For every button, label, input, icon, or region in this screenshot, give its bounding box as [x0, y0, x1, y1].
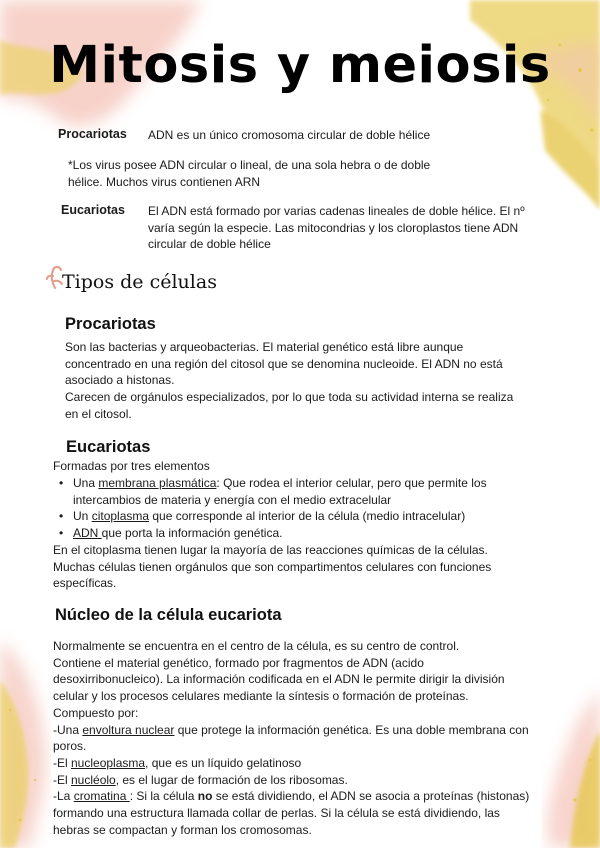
definition-line: varía según la especie. Las mitocondrias y los cloroplastos tiene ADN [148, 220, 519, 235]
component-continuation: poros. [53, 739, 87, 754]
heading-eucariotas: Eucariotas [66, 438, 151, 456]
item-term: citoplasma [91, 509, 150, 524]
heading-procariotas: Procariotas [65, 315, 156, 333]
paragraph-line: asociado a histonas. [65, 373, 175, 388]
component-prefix: -La [53, 789, 74, 804]
component-continuation: formando una estructura llamada collar de perlas. Si la célula se está dividiendo, las [53, 806, 500, 821]
eucariotas-list [53, 475, 573, 542]
section-title: Tipos de células [62, 271, 217, 293]
item-text: : Que rodea el interior celular, pero que permite los [216, 476, 487, 490]
item-text: que porta la información genética. [101, 526, 283, 541]
component-prefix: -El [53, 772, 71, 787]
list-item [53, 525, 573, 542]
virus-note [68, 157, 430, 190]
component-prefix: -El [53, 755, 71, 770]
paragraph-line: desoxirribonucleico). La información codificada en el ADN le permite dirigir la división [53, 672, 505, 687]
nucleo-paragraph [53, 638, 529, 838]
component-nucleoplasma [53, 755, 529, 772]
item-term: ADN [73, 526, 102, 541]
definition-line: circular de doble hélice [148, 237, 271, 251]
note-line: *Los virus posee ADN circular o lineal, de una sola hebra o de doble [68, 158, 431, 172]
paragraph-line: Normalmente se encuentra en el centro de la célula, es su centro de control. [53, 639, 460, 653]
definition-text-procariotas [148, 127, 430, 144]
paragraph-line: Contiene el material genético, formado por fragmentos de ADN (acido [53, 655, 424, 670]
paragraph-line: En el citoplasma tienen lugar la mayoría de las reacciones químicas de la células. [53, 543, 488, 557]
list-item [53, 475, 573, 508]
paragraph-line: Son las bacterias y arqueobacterias. El material genético está libre aunque [65, 340, 464, 354]
item-prefix: Una [73, 476, 99, 490]
eucariotas-after-paragraph [53, 542, 491, 592]
procariotas-paragraph [65, 339, 513, 423]
paragraph-line: Carecen de orgánulos especializados, por lo que toda su actividad interna se realiza [65, 390, 514, 405]
heading-nucleo: Núcleo de la célula eucariota [55, 606, 282, 624]
definition-term-eucariotas: Eucariotas [61, 203, 125, 217]
item-continuation: intercambios de materia y energía con el medio extracelular [73, 492, 392, 507]
eucariotas-intro: Formadas por tres elementos [53, 459, 210, 473]
page-title: Mitosis y meiosis [49, 36, 551, 95]
note-line: hélice. Muchos virus contienen ARN [68, 174, 261, 189]
definition-term-procariotas: Procariotas [58, 127, 127, 141]
component-text: : Si la célula [129, 789, 198, 804]
component-emphasis: no [197, 789, 213, 804]
paragraph-line: celular y los procesos celulares mediante la síntesis o formación de proteínas. [53, 689, 469, 704]
component-continuation: hebras se compactan y forman los cromosomas. [53, 822, 312, 837]
item-prefix: Un [73, 509, 92, 524]
list-item [53, 508, 573, 525]
component-text: se está dividiendo, el ADN se asocia a proteínas (histonas) [212, 789, 530, 804]
component-term: nucleoplasma [71, 755, 146, 770]
component-cromatina [53, 788, 529, 805]
paragraph-line: Compuesto por: [53, 705, 139, 720]
item-text: que corresponde al interior de la célula (medio intracelular) [149, 509, 466, 524]
paragraph-line: en el citosol. [65, 406, 132, 421]
component-term: nucléolo [71, 772, 116, 787]
component-text: , que es un líquido gelatinoso [145, 755, 302, 770]
paragraph-line: Muchas células tienen orgánulos que son compartimentos celulares con funciones [53, 559, 492, 574]
definition-line: El ADN está formado por varias cadenas lineales de doble hélice. El nº [148, 204, 525, 218]
component-text: que protege la información genética. Es una doble membrana con [174, 722, 529, 737]
definition-text-eucariotas [148, 203, 525, 253]
paragraph-line: específicas. [53, 576, 117, 591]
component-term: cromatina [73, 789, 130, 804]
component-text: , es el lugar de formación de los ribosomas. [115, 772, 348, 787]
component-prefix: -Una [53, 722, 83, 737]
item-term: membrana plasmática [98, 476, 217, 490]
component-nucleolo [53, 772, 529, 789]
paragraph-line: concentrado en una región del citosol que se denomina nucleoide. El ADN no está [65, 356, 503, 371]
component-term: envoltura nuclear [82, 722, 175, 737]
definition-line: ADN es un único cromosoma circular de doble hélice [148, 128, 431, 142]
component-envoltura [53, 722, 529, 739]
